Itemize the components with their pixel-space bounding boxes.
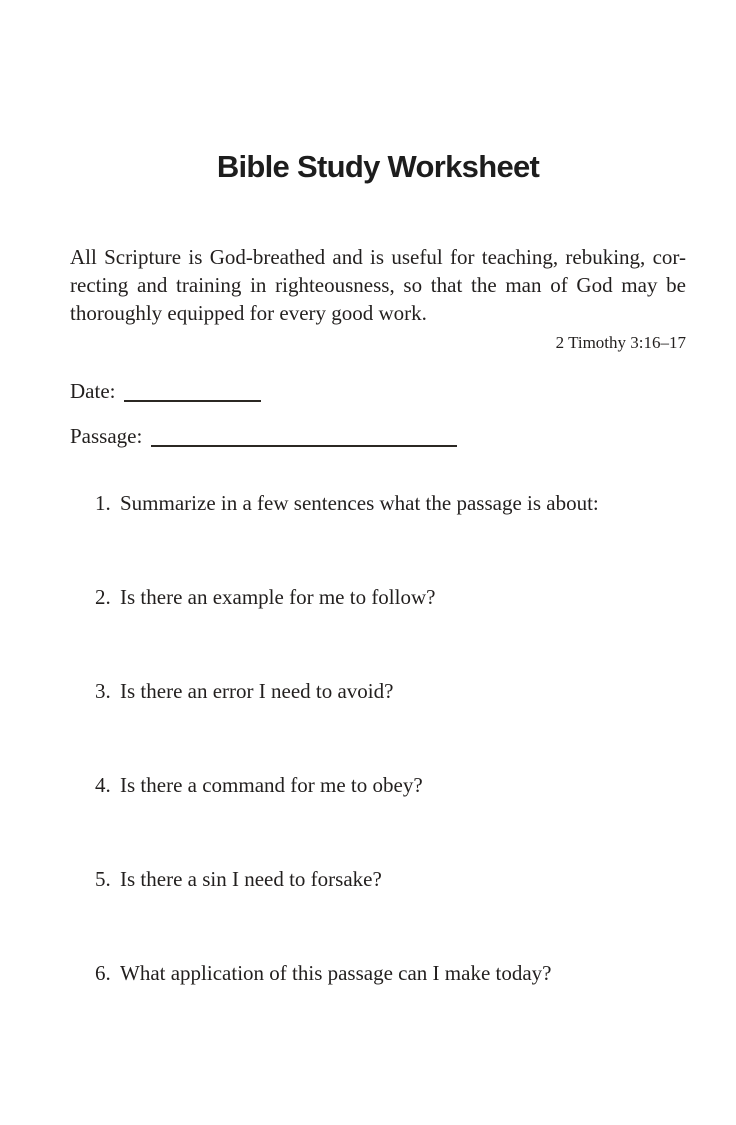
question-text: Is there a sin I need to forsake?: [120, 867, 382, 891]
question-number: 5.: [95, 867, 111, 891]
question-text: Is there a command for me to obey?: [120, 773, 423, 797]
date-label: Date:: [70, 379, 116, 403]
question-row-6: [70, 959, 686, 987]
date-field-row: [70, 377, 261, 405]
question-row-4: [70, 771, 686, 799]
question-text: What application of this passage can I make today?: [120, 961, 552, 985]
scripture-reference: 2 Timothy 3:16–17: [555, 333, 686, 352]
question-number: 3.: [95, 679, 111, 703]
passage-blank-line[interactable]: [151, 431, 457, 447]
passage-label: Passage:: [70, 424, 143, 448]
question-row-5: [70, 865, 686, 893]
question-text: Summarize in a few sentences what the passage is about:: [120, 491, 599, 515]
question-row-2: [70, 583, 686, 611]
question-text: Is there an example for me to follow?: [120, 585, 436, 609]
scripture-quote-line: recting and training in righteousness, so that the man of God may be: [70, 273, 686, 297]
passage-field-row: [70, 422, 457, 450]
question-number: 4.: [95, 773, 111, 797]
question-text: Is there an error I need to avoid?: [120, 679, 394, 703]
question-row-1: [70, 489, 686, 517]
worksheet-content: [70, 0, 686, 1125]
scripture-quote: [70, 243, 686, 327]
question-number: 6.: [95, 961, 111, 985]
question-row-3: [70, 677, 686, 705]
question-number: 1.: [95, 491, 111, 515]
scripture-quote-line: All Scripture is God-breathed and is useful for teaching, rebuking, cor-: [70, 245, 686, 269]
date-blank-line[interactable]: [124, 386, 261, 402]
question-number: 2.: [95, 585, 111, 609]
page-title: Bible Study Worksheet: [216, 149, 540, 184]
scripture-quote-line: thoroughly equipped for every good work.: [70, 301, 427, 325]
